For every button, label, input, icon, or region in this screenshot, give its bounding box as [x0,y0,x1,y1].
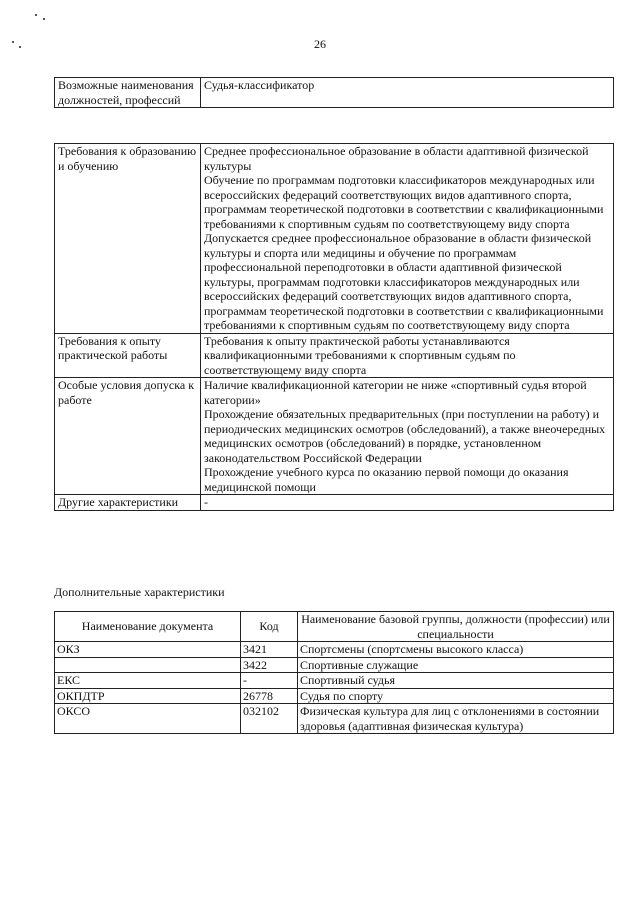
position-names-value: Судья-классификатор [201,78,614,108]
name-cell: Физическая культура для лиц с отклонениями в состоянии здоровья (адаптивная физическая культура) [298,704,614,734]
education-label: Требования к образованию и обучению [55,144,201,334]
name-cell: Спортивный судья [298,673,614,689]
code-cell: - [241,673,298,689]
column-header-document: Наименование документа [55,612,241,642]
requirements-table [54,143,614,511]
code-cell: 3422 [241,657,298,673]
table-row [55,688,614,704]
table-row [55,378,614,495]
document-cell [55,657,241,673]
section-heading: Дополнительные характеристики [54,585,225,599]
table-row [55,144,614,334]
position-names-label: Возможные наименования должностей, профессий [55,78,201,108]
paragraph: - [204,495,208,509]
table-row [55,333,614,378]
scan-speck [43,18,45,20]
other-label: Другие характеристики [55,495,201,511]
code-cell: 26778 [241,688,298,704]
additional-table [54,611,614,734]
page-number: 26 [314,37,326,51]
column-header-code: Код [241,612,298,642]
document-cell: ОКПДТР [55,688,241,704]
column-header-name: Наименование базовой группы, должности (профессии) или специальности [298,612,614,642]
document-cell: ОКЗ [55,642,241,658]
experience-value [201,333,614,378]
position-names-table [54,77,614,108]
name-cell: Судья по спорту [298,688,614,704]
experience-label: Требования к опыту практической работы [55,333,201,378]
code-cell: 3421 [241,642,298,658]
table-row [55,673,614,689]
table-row [55,657,614,673]
scan-speck [35,14,37,16]
paragraph: Допускается среднее профессиональное образование в области физической культуры и спорта или медицины и обучение по программам профессиональной переподготовки в области адаптивной физической культуры, программам подготовки классификаторов международных или всероссийских федераций соответствующих видов адаптивного спорта, программам теоретической подготовки в соответствии с квалификационными требованиями к спортивным судьям по соответствующему виду спорта [204,231,604,332]
table-row [55,642,614,658]
paragraph: Прохождение учебного курса по оказанию первой помощи до оказания медицинской помощи [204,465,569,494]
document-cell: ОКСО [55,704,241,734]
paragraph: Среднее профессиональное образование в области адаптивной физической культуры [204,144,589,173]
admission-value [201,378,614,495]
other-value [201,495,614,511]
paragraph: Наличие квалификационной категории не ниже «спортивный судья второй категории» [204,378,587,407]
paragraph: Требования к опыту практической работы устанавливаются квалификационными требованиями к спортивным судьям по соответствующему виду спорта [204,333,516,377]
admission-label: Особые условия допуска к работе [55,378,201,495]
table-header-row [55,612,614,642]
code-cell: 032102 [241,704,298,734]
table-row [55,704,614,734]
document-cell: ЕКС [55,673,241,689]
paragraph: Обучение по программам подготовки классификаторов международных или всероссийских федераций соответствующих видов адаптивного спорта, программам теоретической подготовки в соответствии с квалификационными требованиями к спортивным судьям по соответствующему виду спорта [204,173,604,231]
name-cell: Спортивные служащие [298,657,614,673]
education-value [201,144,614,334]
table-row [55,78,614,108]
name-cell: Спортсмены (спортсмены высокого класса) [298,642,614,658]
paragraph: Прохождение обязательных предварительных (при поступлении на работу) и периодических медицинских осмотров (обследований), а также внеочередных медицинских осмотров (обследований) в порядке, установленном законодательством Российской Федерации [204,407,606,465]
table-row [55,495,614,511]
